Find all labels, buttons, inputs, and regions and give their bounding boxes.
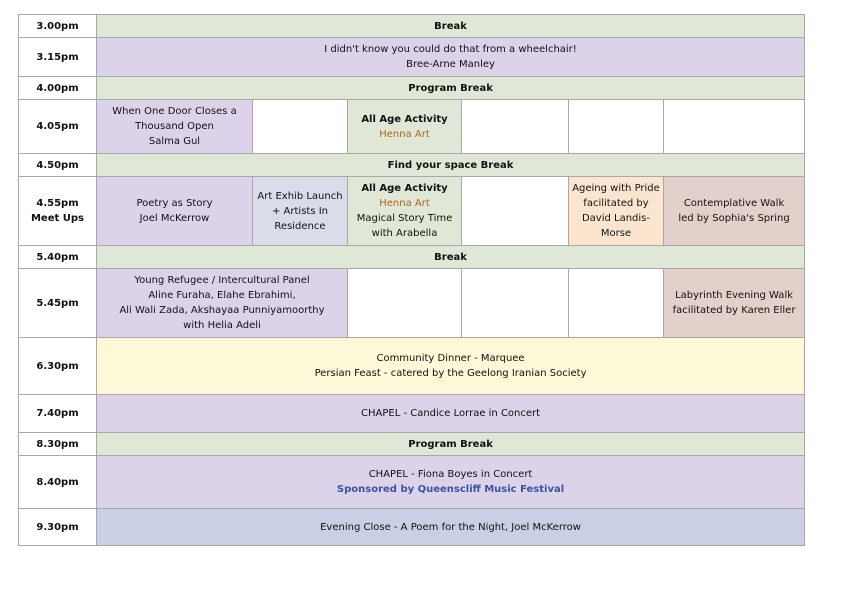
- activity-line: with Arabella: [371, 228, 438, 239]
- session-cell: CHAPEL - Candice Lorrae in Concert: [97, 395, 805, 433]
- activity-sub: Henna Art: [379, 198, 430, 209]
- session-title: Poetry as Story: [136, 198, 213, 209]
- schedule-row: [19, 433, 805, 456]
- session-cell: [97, 38, 805, 77]
- session-speaker: facilitated by Karen Eller: [672, 305, 796, 316]
- schedule-row: [19, 509, 805, 546]
- time-cell: 4.00pm: [19, 77, 97, 100]
- session-title: I didn't know you could do that from a wheelchair!: [324, 44, 577, 55]
- time-cell: 9.30pm: [19, 509, 97, 546]
- activity-title: All Age Activity: [361, 183, 448, 194]
- time-cell: 3.15pm: [19, 38, 97, 77]
- break-cell: Program Break: [97, 77, 805, 100]
- time-cell: 5.40pm: [19, 246, 97, 269]
- schedule-row: [19, 338, 805, 395]
- session-cell: [569, 177, 664, 246]
- session-title: Young Refugee / Intercultural Panel: [134, 275, 310, 286]
- session-cell: [97, 100, 253, 154]
- session-cell: [97, 269, 348, 338]
- session-title: Ageing with Pride: [572, 183, 660, 194]
- schedule-row: [19, 15, 805, 38]
- activity-cell: [348, 177, 462, 246]
- session-title-line: Residence: [274, 220, 326, 232]
- session-cell: [253, 177, 348, 246]
- empty-cell: [569, 269, 664, 338]
- break-cell: Program Break: [97, 433, 805, 456]
- session-speaker: Ali Wali Zada, Akshayaa Punniyamoorthy: [119, 305, 325, 316]
- break-cell: Break: [97, 246, 805, 269]
- time-cell: 8.40pm: [19, 456, 97, 509]
- session-subtitle: Persian Feast - catered by the Geelong Iranian Society: [314, 368, 587, 379]
- time-cell: [19, 177, 97, 246]
- time-cell: 8.30pm: [19, 433, 97, 456]
- break-cell: Find your space Break: [97, 154, 805, 177]
- session-cell: [97, 338, 805, 395]
- time-cell: 7.40pm: [19, 395, 97, 433]
- empty-cell: [462, 100, 569, 154]
- session-speaker: Morse: [600, 228, 632, 239]
- schedule-row: [19, 38, 805, 77]
- session-title-line: Art Exhib Launch: [257, 190, 343, 202]
- time-value: 4.55pm: [36, 198, 79, 209]
- schedule-row: [19, 100, 805, 154]
- schedule-row: [19, 154, 805, 177]
- activity-cell: [348, 100, 462, 154]
- session-title: Contemplative Walk: [683, 198, 785, 209]
- schedule-row: [19, 177, 805, 246]
- session-line: facilitated by: [583, 198, 649, 209]
- session-speaker: Bree-Arne Manley: [406, 59, 495, 70]
- sponsor-text: Sponsored by Queenscliff Music Festival: [336, 484, 565, 495]
- session-speaker: led by Sophia's Spring: [678, 213, 790, 224]
- activity-title: All Age Activity: [361, 113, 448, 125]
- session-cell: [97, 456, 805, 509]
- time-cell: 5.45pm: [19, 269, 97, 338]
- empty-cell: [569, 100, 664, 154]
- session-speaker: Aline Furaha, Elahe Ebrahimi,: [148, 290, 296, 301]
- time-cell: 4.50pm: [19, 154, 97, 177]
- empty-cell: [462, 269, 569, 338]
- schedule-row: [19, 395, 805, 433]
- session-title-line: When One Door Closes a: [112, 106, 237, 117]
- session-title: Labyrinth Evening Walk: [675, 290, 794, 301]
- session-title-line: + Artists In: [271, 205, 328, 217]
- break-cell: Break: [97, 15, 805, 38]
- activity-sub: Henna Art: [379, 128, 430, 140]
- empty-cell: [348, 269, 462, 338]
- session-title-line: Thousand Open: [135, 121, 214, 132]
- session-cell: Evening Close - A Poem for the Night, Joel McKerrow: [97, 509, 805, 546]
- session-speaker: David Landis-: [581, 213, 651, 224]
- time-cell: 3.00pm: [19, 15, 97, 38]
- time-note: Meet Ups: [30, 213, 84, 224]
- session-cell: [97, 177, 253, 246]
- activity-line: Magical Story Time: [356, 213, 453, 224]
- empty-cell: [664, 100, 805, 154]
- time-cell: 4.05pm: [19, 100, 97, 154]
- schedule-row: [19, 77, 805, 100]
- schedule-row: [19, 269, 805, 338]
- time-cell: 6.30pm: [19, 338, 97, 395]
- session-cell: [664, 269, 805, 338]
- session-speaker: Salma Gul: [148, 136, 201, 147]
- schedule-row: [19, 246, 805, 269]
- session-title: CHAPEL - Fiona Boyes in Concert: [368, 469, 533, 480]
- session-title: Community Dinner - Marquee: [376, 353, 525, 364]
- empty-cell: [253, 100, 348, 154]
- session-speaker: Joel McKerrow: [139, 213, 210, 224]
- session-speaker: with Helia Adeli: [183, 320, 261, 331]
- session-cell: [664, 177, 805, 246]
- schedule-row: [19, 456, 805, 509]
- program-schedule-table: [18, 14, 805, 546]
- empty-cell: [462, 177, 569, 246]
